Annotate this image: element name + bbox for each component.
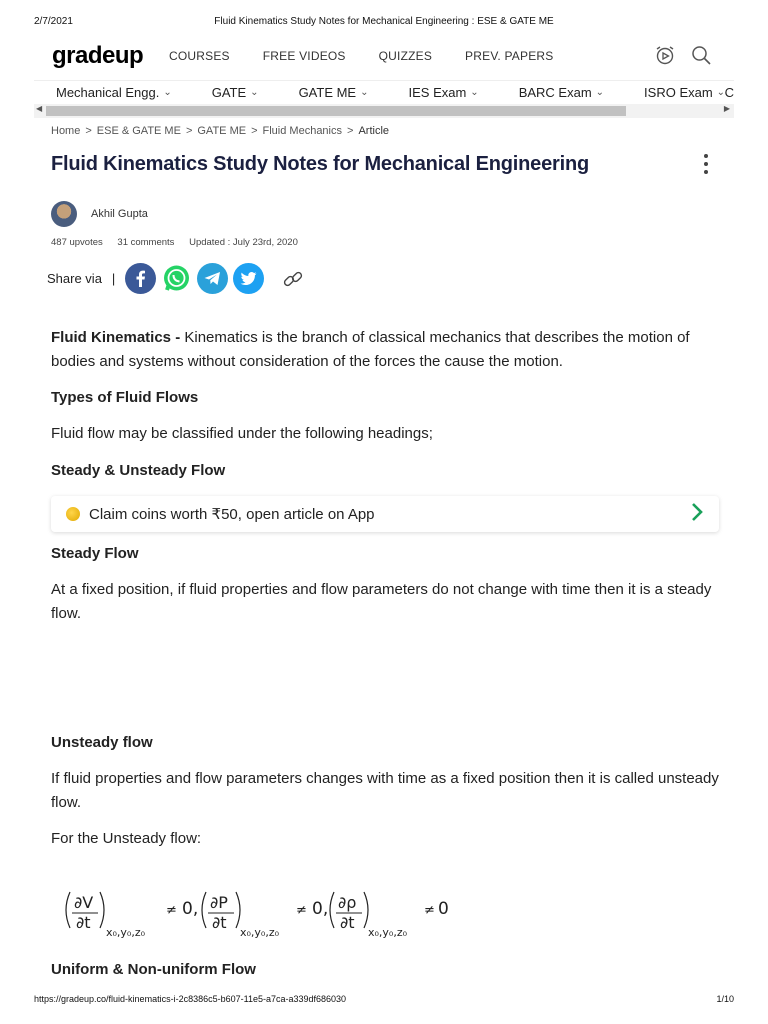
top-nav — [169, 49, 587, 63]
svg-text:∂t: ∂t — [212, 913, 227, 932]
svg-text:0: 0 — [438, 899, 449, 919]
cat-ies-exam[interactable] — [409, 85, 479, 100]
chevron-down-icon: ⌄ — [470, 87, 479, 98]
telegram-icon[interactable] — [197, 263, 228, 294]
steady-unsteady-heading: Steady & Unsteady Flow — [51, 462, 226, 479]
nav-courses[interactable]: COURSES — [169, 49, 230, 63]
unsteady-flow-heading: Unsteady flow — [51, 734, 153, 751]
upvotes-count: 487 upvotes — [51, 237, 103, 248]
article-stats — [51, 237, 310, 248]
whatsapp-icon[interactable] — [161, 263, 192, 294]
cat-cutoff[interactable]: C — [724, 85, 734, 100]
nav-free-videos[interactable]: FREE VIDEOS — [262, 49, 346, 63]
search-icon[interactable] — [690, 44, 712, 66]
comments-count[interactable]: 31 comments — [117, 237, 175, 248]
breadcrumb-separator: > — [185, 125, 193, 137]
share-separator: | — [111, 271, 116, 286]
intro-paragraph — [51, 326, 721, 374]
svg-text:x₀,y₀,z₀: x₀,y₀,z₀ — [368, 926, 408, 939]
chevron-down-icon: ⌄ — [360, 87, 369, 98]
coin-icon — [66, 507, 80, 521]
scrollbar-thumb[interactable] — [46, 106, 626, 116]
intro-text: Kinematics is the branch of classical mechanics that describes the motion of bodies and systems without consideration of the forces the cause the motion. — [51, 329, 690, 370]
claim-coins-banner[interactable] — [51, 496, 719, 532]
link-icon[interactable] — [277, 263, 308, 294]
breadcrumb-home[interactable]: Home — [51, 125, 81, 137]
breadcrumb-ese-gate-me[interactable]: ESE & GATE ME — [96, 125, 181, 137]
svg-text:∂t: ∂t — [340, 913, 355, 932]
types-text: Fluid flow may be classified under the following headings; — [51, 425, 433, 442]
breadcrumb-article: Article — [358, 125, 389, 137]
share-label: Share via — [47, 271, 102, 286]
gradeup-logo[interactable]: gradeup — [52, 42, 144, 69]
cat-label: IES Exam — [408, 85, 467, 100]
updated-date: Updated : July 23rd, 2020 — [189, 237, 298, 248]
breadcrumb-separator: > — [85, 125, 92, 137]
svg-text:0,: 0, — [312, 899, 329, 919]
svg-text:∂P: ∂P — [210, 893, 228, 912]
svg-text:∂ρ: ∂ρ — [338, 893, 357, 912]
author-name[interactable]: Akhil Gupta — [91, 208, 148, 220]
top-icons — [654, 44, 712, 66]
author-row — [51, 201, 148, 227]
intro-bold-term: Fluid Kinematics - — [51, 329, 185, 346]
cat-label: GATE — [211, 85, 247, 100]
cat-label: GATE ME — [298, 85, 357, 100]
svg-text:≠: ≠ — [296, 903, 307, 918]
chevron-right-icon[interactable] — [689, 501, 705, 529]
chevron-down-icon: ⌄ — [250, 87, 259, 98]
scroll-left-icon[interactable]: ◀ — [36, 104, 43, 113]
twitter-icon[interactable] — [233, 263, 264, 294]
unsteady-flow-text: If fluid properties and flow parameters changes with time as a fixed position then it is called unsteady flow. — [51, 770, 719, 811]
svg-text:x₀,y₀,z₀: x₀,y₀,z₀ — [240, 926, 280, 939]
chevron-down-icon: ⌄ — [163, 87, 172, 98]
steady-flow-heading: Steady Flow — [51, 545, 139, 562]
avatar[interactable] — [51, 201, 77, 227]
horizontal-scrollbar[interactable] — [34, 104, 734, 118]
facebook-icon[interactable] — [125, 263, 156, 294]
print-header — [34, 16, 734, 30]
share-bar — [47, 263, 308, 294]
svg-text:≠: ≠ — [166, 903, 177, 918]
cat-mechanical-engg[interactable] — [56, 85, 172, 100]
svg-text:∂V: ∂V — [74, 893, 94, 912]
breadcrumb-separator: > — [347, 125, 354, 137]
cat-label: BARC Exam — [518, 85, 592, 100]
cat-isro-exam[interactable] — [644, 85, 725, 100]
cat-gate[interactable] — [212, 85, 259, 100]
breadcrumb-fluid-mechanics[interactable]: Fluid Mechanics — [262, 125, 342, 137]
breadcrumb-separator: > — [251, 125, 258, 137]
claim-text: Claim coins worth ₹50, open article on App — [89, 506, 375, 523]
breadcrumb-gate-me[interactable]: GATE ME — [197, 125, 247, 137]
svg-text:∂t: ∂t — [76, 913, 91, 932]
svg-text:0,: 0, — [182, 899, 199, 919]
cat-label: ISRO Exam — [644, 85, 713, 100]
svg-text:x₀,y₀,z₀: x₀,y₀,z₀ — [106, 926, 146, 939]
chevron-down-icon: ⌄ — [595, 87, 605, 98]
video-lesson-icon[interactable] — [654, 44, 676, 66]
article-title: Fluid Kinematics Study Notes for Mechanical Engineering — [51, 153, 589, 175]
nav-prev-papers[interactable]: PREV. PAPERS — [465, 49, 554, 63]
print-footer — [34, 994, 734, 1008]
cat-gate-me[interactable] — [299, 85, 369, 100]
unsteady-for-text: For the Unsteady flow: — [51, 830, 202, 847]
steady-flow-text: At a fixed position, if fluid properties and flow parameters do not change with time then it is a steady flow. — [51, 581, 712, 622]
scroll-right-icon[interactable]: ▶ — [723, 104, 730, 113]
nav-quizzes[interactable]: QUIZZES — [378, 49, 433, 63]
breadcrumb — [51, 125, 389, 137]
cat-label: Mechanical Engg. — [56, 85, 160, 100]
more-options-icon[interactable] — [698, 152, 714, 180]
svg-text:≠: ≠ — [424, 903, 435, 918]
print-url: https://gradeup.co/fluid-kinematics-i-2c8386c5-b607-11e5-a7ca-a339df686030 — [34, 994, 347, 1004]
top-bar — [34, 40, 734, 76]
category-nav — [34, 80, 734, 104]
print-page-count: 1/10 — [716, 994, 734, 1004]
cat-barc-exam[interactable] — [519, 85, 604, 100]
print-page-title: Fluid Kinematics Study Notes for Mechanical Engineering : ESE & GATE ME — [214, 16, 554, 27]
print-date: 2/7/2021 — [34, 16, 73, 27]
types-heading: Types of Fluid Flows — [51, 389, 199, 406]
unsteady-flow-formula — [58, 880, 458, 940]
uniform-flow-heading: Uniform & Non-uniform Flow — [51, 961, 256, 978]
chevron-down-icon: ⌄ — [716, 87, 726, 98]
